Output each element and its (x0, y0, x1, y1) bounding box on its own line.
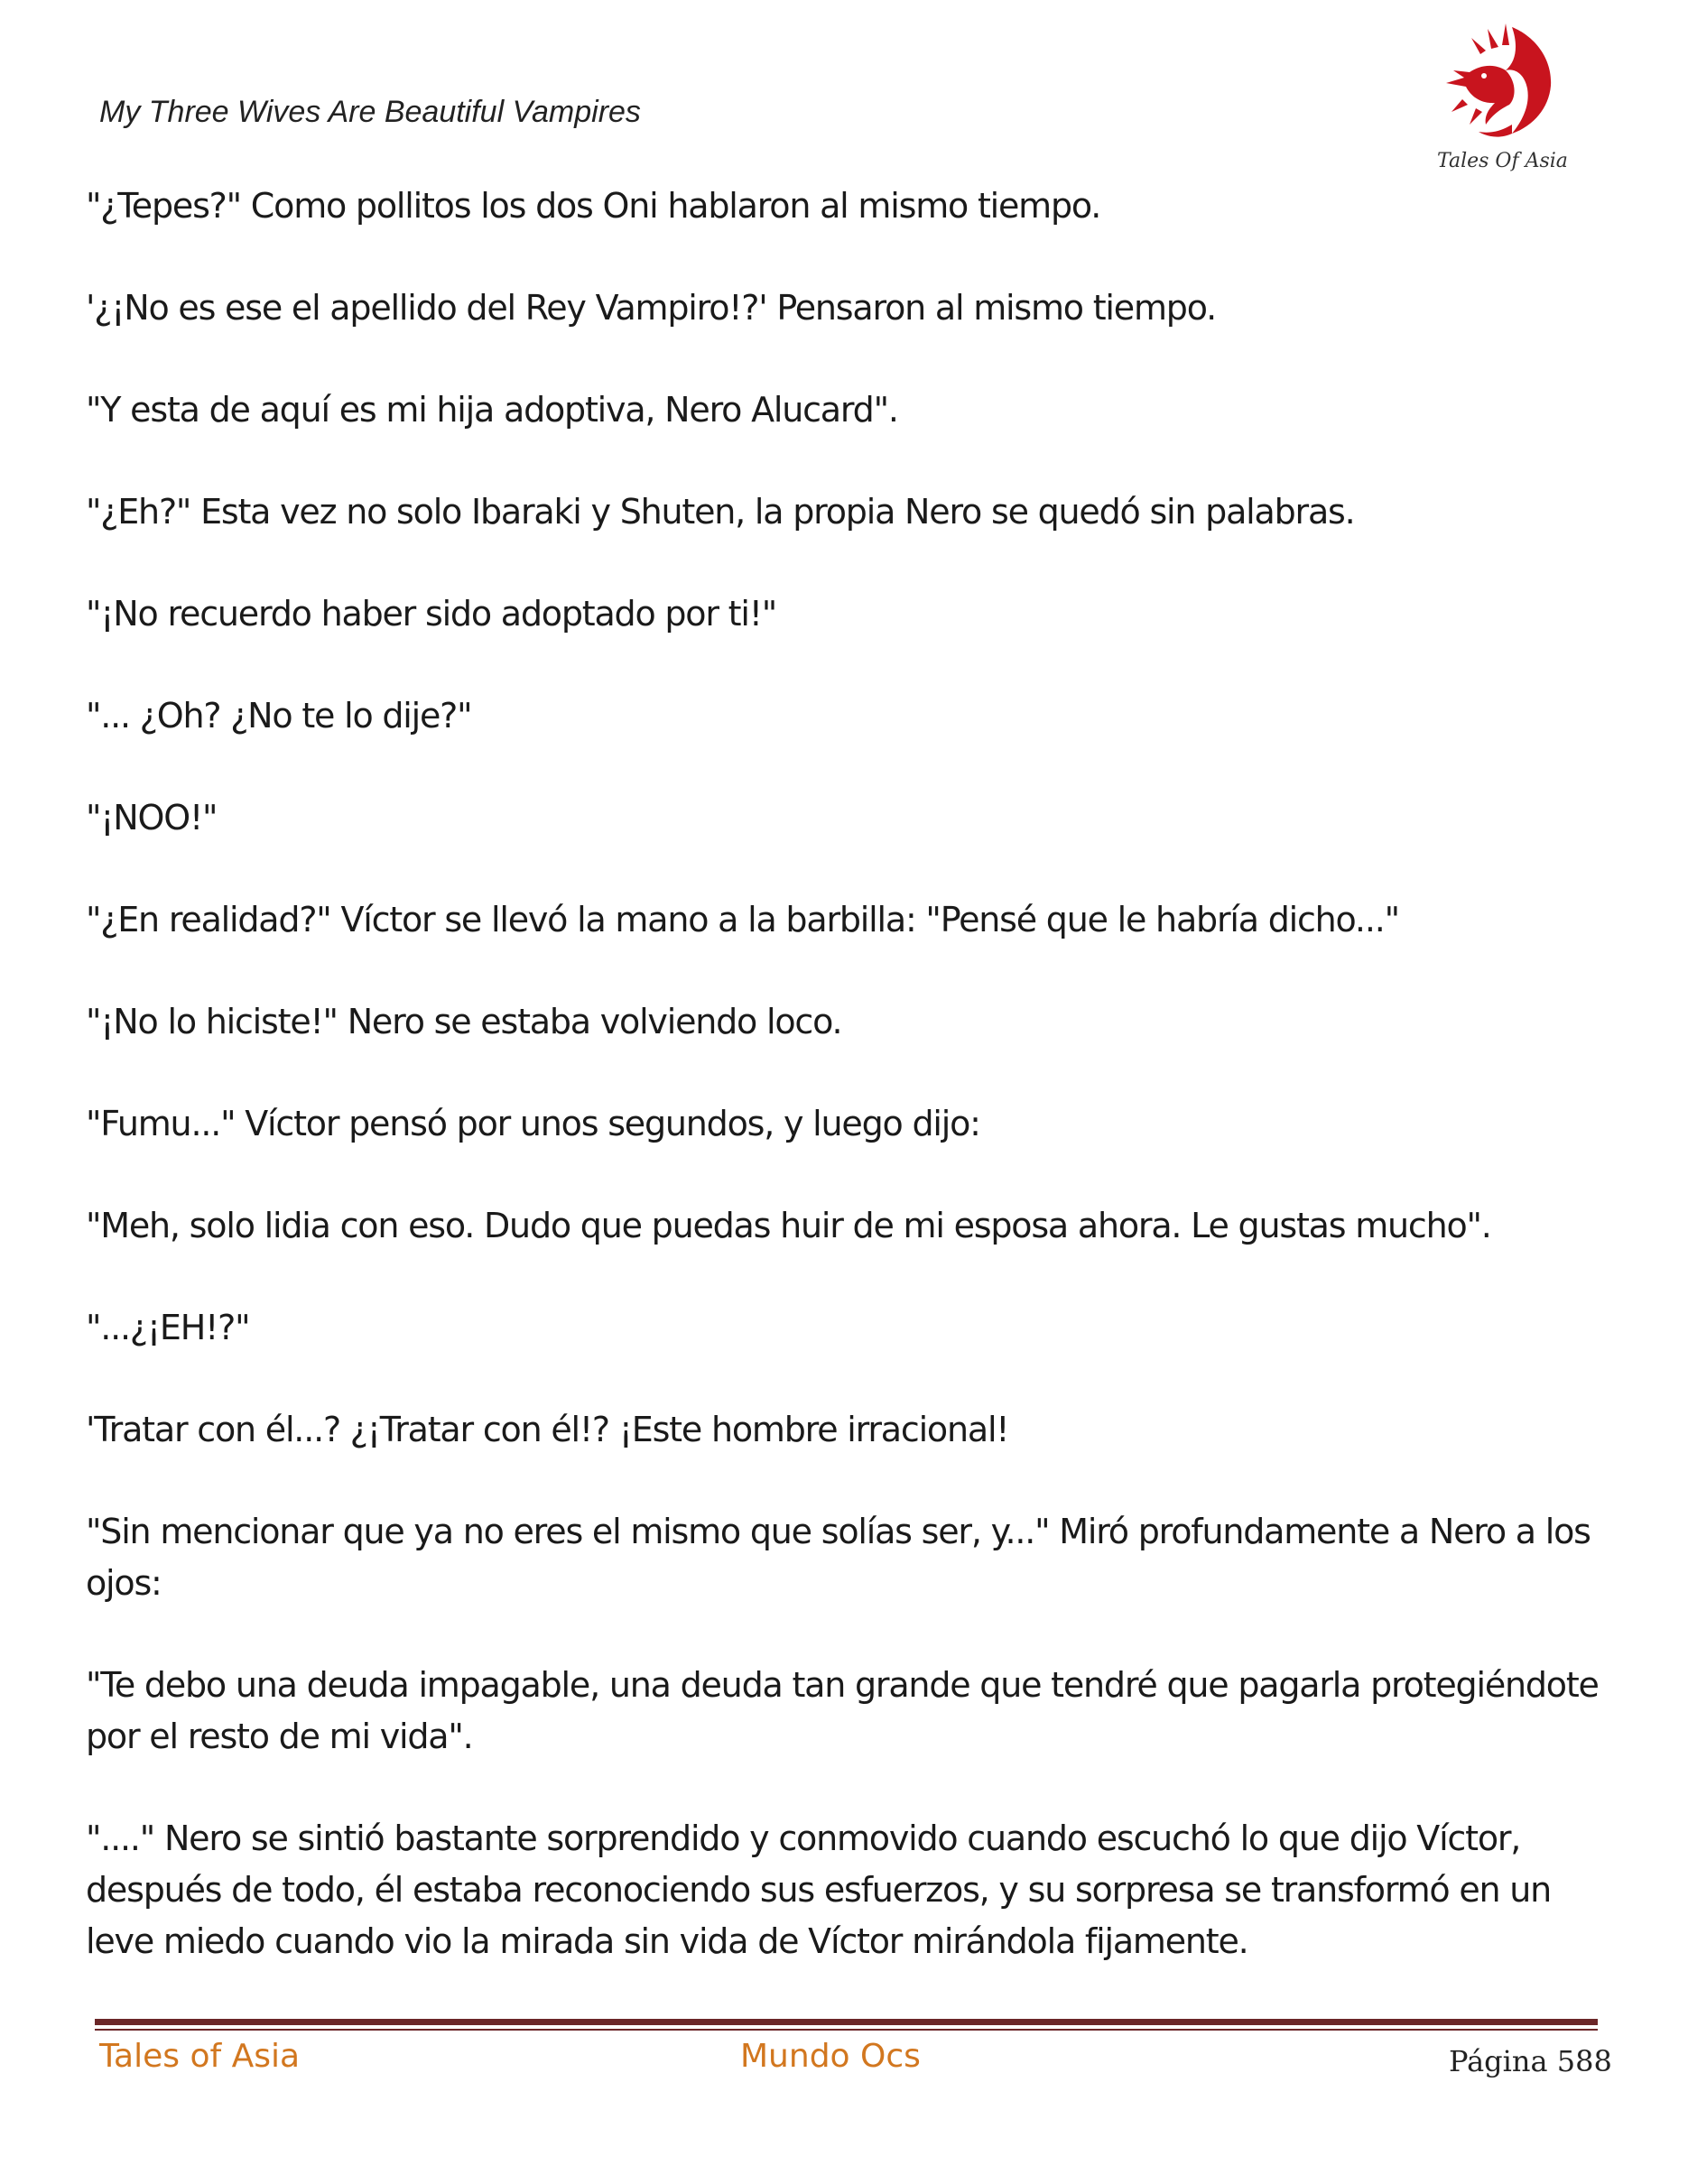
paragraph: 'Tratar con él...? ¿¡Tratar con él!? ¡Este hombre irracional! (86, 1410, 1009, 1449)
paragraph: "... ¿Oh? ¿No te lo dije?" (86, 696, 472, 736)
paragraph: "Meh, solo lidia con eso. Dudo que puedas huir de mi esposa ahora. Le gustas mucho". (86, 1206, 1491, 1245)
paragraph: "¿Eh?" Esta vez no solo Ibaraki y Shuten, la propia Nero se quedó sin palabras. (86, 492, 1355, 532)
logo-text: Tales Of Asia (1437, 150, 1568, 172)
footer-site-name: Tales of Asia (99, 2038, 301, 2075)
paragraph: "¡NOO!" (86, 798, 218, 838)
page-number: Página 588 (1449, 2044, 1612, 2078)
red-dragon-icon (1426, 18, 1571, 153)
paragraph: "Fumu..." Víctor pensó por unos segundos, y luego dijo: (86, 1104, 980, 1143)
paragraph: "Y esta de aquí es mi hija adoptiva, Nero Alucard". (86, 390, 898, 430)
chapter-text (86, 180, 1620, 2018)
paragraph: "Sin mencionar que ya no eres el mismo que solías ser, y..." Miró profundamente a Nero a los ojos: (86, 1512, 1591, 1603)
footer-divider (95, 2019, 1598, 2033)
tales-of-asia-logo (1426, 18, 1571, 180)
paragraph: "¡No recuerdo haber sido adoptado por ti!" (86, 594, 777, 634)
paragraph: "¡No lo hiciste!" Nero se estaba volviendo loco. (86, 1002, 842, 1041)
paragraph: "Te debo una deuda impagable, una deuda tan grande que tendré que pagarla protegiéndote por el resto de mi vida". (86, 1665, 1599, 1756)
footer-section-name: Mundo Ocs (740, 2038, 921, 2075)
paragraph: "¿En realidad?" Víctor se llevó la mano a la barbilla: "Pensé que le habría dicho..." (86, 900, 1399, 939)
paragraph: "...." Nero se sintió bastante sorprendido y conmovido cuando escuchó lo que dijo Víctor, después de todo, él estaba reconociendo sus esfuerzos, y su sorpresa se transformó en un leve miedo cuando vio la mirada sin vida de Víctor mirándola fijamente. (86, 1818, 1552, 1961)
book-title: My Three Wives Are Beautiful Vampires (99, 95, 641, 129)
paragraph: "...¿¡EH!?" (86, 1308, 250, 1347)
paragraph: "¿Tepes?" Como pollitos los dos Oni hablaron al mismo tiempo. (86, 186, 1101, 226)
paragraph: '¿¡No es ese el apellido del Rey Vampiro!?' Pensaron al mismo tiempo. (86, 288, 1216, 328)
